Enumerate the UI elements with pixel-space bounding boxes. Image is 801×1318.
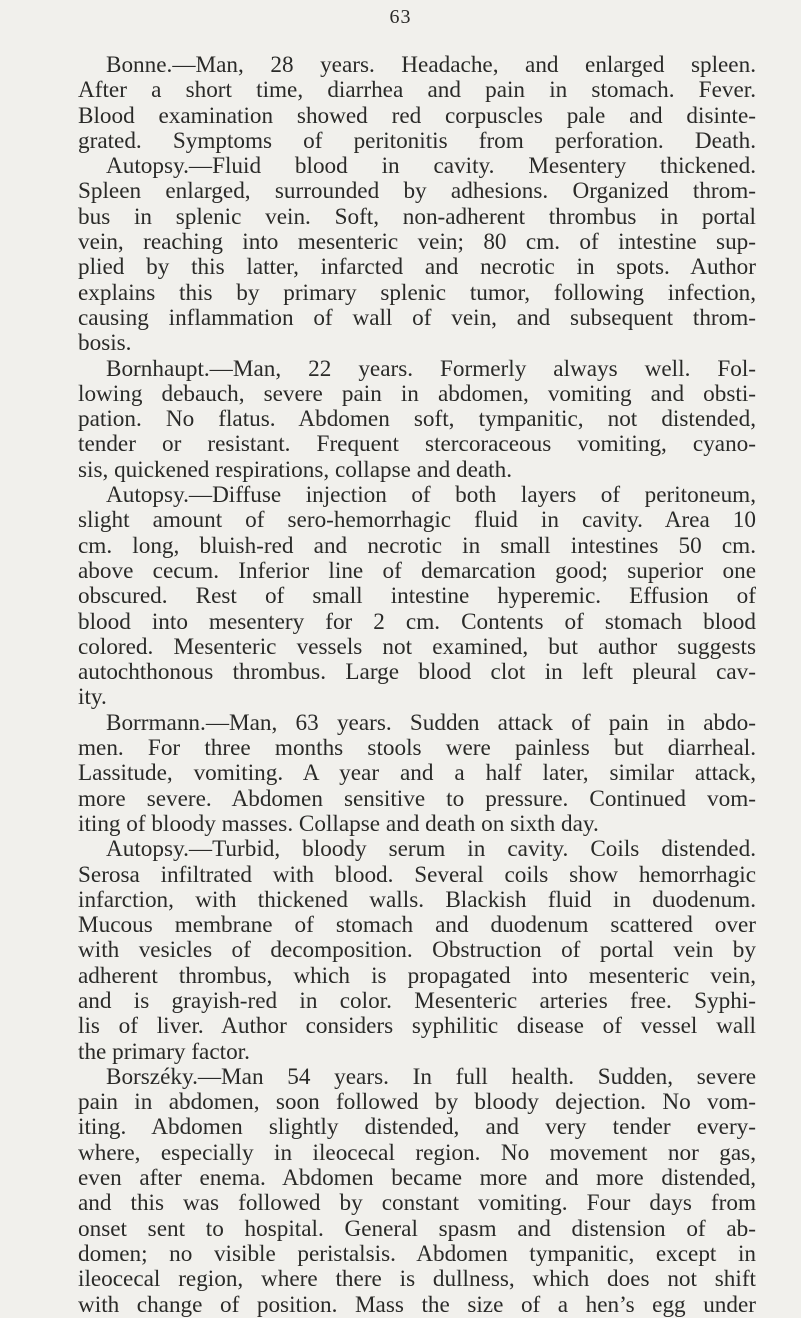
page-number: 63 [389, 6, 412, 28]
text-line: plied by this latter, infarcted and necrotic in spots. Author [78, 254, 756, 281]
text-line: vein, reaching into mesenteric vein; 80 cm. of intestine sup- [78, 229, 756, 256]
text-line: men. For three months stools were painless but diarrheal. [78, 735, 756, 762]
text-line: Autopsy.—Fluid blood in cavity. Mesentery thickened. [106, 153, 756, 180]
text-line: even after enema. Abdomen became more and more distended, [78, 1165, 756, 1192]
text-line: Autopsy.—Turbid, bloody serum in cavity. Coils distended. [106, 836, 756, 863]
text-line: with vesicles of decomposition. Obstruction of portal vein by [78, 937, 756, 964]
text-line: more severe. Abdomen sensitive to pressure. Continued vom- [78, 785, 756, 812]
text-line: colored. Mesenteric vessels not examined, but author suggests [78, 633, 756, 660]
text-line: Lassitude, vomiting. A year and a half later, similar attack, [78, 760, 756, 787]
text-line: infarction, with thickened walls. Blackish fluid in duodenum. [78, 886, 756, 913]
text-line: Blood examination showed red corpuscles pale and disinte- [78, 102, 756, 129]
text-line: iting. Abdomen slightly distended, and very tender every- [78, 1114, 756, 1141]
text-line: and this was followed by constant vomiting. Four days from [78, 1190, 756, 1217]
text-line: lis of liver. Author considers syphilitic disease of vessel wall [78, 1013, 756, 1040]
text-line: with change of position. Mass the size of a hen’s egg under [78, 1291, 756, 1318]
text-line: onset sent to hospital. General spasm and distension of ab- [78, 1215, 756, 1242]
text-line: iting of bloody masses. Collapse and death on sixth day. [78, 810, 599, 837]
text-line: where, especially in ileocecal region. No movement nor gas, [78, 1139, 756, 1166]
text-line: obscured. Rest of small intestine hyperemic. Effusion of [78, 583, 756, 610]
text-line: above cecum. Inferior line of demarcation good; superior one [78, 557, 756, 584]
text-line: autochthonous thrombus. Large blood clot in left pleural cav- [78, 659, 756, 686]
text-line: Spleen enlarged, surrounded by adhesions. Organized throm- [78, 178, 756, 205]
text-line: Borszéky.—Man 54 years. In full health. Sudden, severe [106, 1063, 756, 1090]
text-line: explains this by primary splenic tumor, following infection, [78, 279, 756, 306]
text-line: pain in abdomen, soon followed by bloody dejection. No vom- [78, 1089, 756, 1116]
text-line: Borrmann.—Man, 63 years. Sudden attack of pain in abdo- [106, 709, 756, 736]
text-line: slight amount of sero-hemorrhagic fluid in cavity. Area 10 [78, 507, 756, 534]
text-line: Autopsy.—Diffuse injection of both layers of peritoneum, [106, 482, 756, 509]
text-line: cm. long, bluish-red and necrotic in small intestines 50 cm. [78, 532, 756, 559]
text-line: ileocecal region, where there is dullness, which does not shift [78, 1266, 756, 1293]
text-line: Serosa infiltrated with blood. Several coils show hemorrhagic [78, 861, 756, 888]
text-line: causing inflammation of wall of vein, and subsequent throm- [78, 304, 756, 331]
text-line: bosis. [78, 330, 132, 357]
text-line: sis, quickened respirations, collapse and death. [78, 456, 512, 483]
text-line: bus in splenic vein. Soft, non-adherent thrombus in portal [78, 203, 756, 230]
text-line: Bornhaupt.—Man, 22 years. Formerly always well. Fol- [106, 355, 756, 382]
text-line: the primary factor. [78, 1038, 250, 1065]
text-line: After a short time, diarrhea and pain in stomach. Fever. [78, 77, 756, 104]
text-line: lowing debauch, severe pain in abdomen, vomiting and obsti- [78, 380, 756, 407]
text-line: Bonne.—Man, 28 years. Headache, and enlarged spleen. [106, 52, 756, 78]
text-line: pation. No flatus. Abdomen soft, tympanitic, not distended, [78, 406, 756, 433]
text-line: Mucous membrane of stomach and duodenum scattered over [78, 912, 756, 939]
text-line: adherent thrombus, which is propagated into mesenteric vein, [78, 962, 756, 989]
text-line: grated. Symptoms of peritonitis from perforation. Death. [78, 127, 756, 154]
text-line: domen; no visible peristalsis. Abdomen tympanitic, except in [78, 1240, 756, 1267]
text-line: ity. [78, 684, 107, 711]
text-line: tender or resistant. Frequent stercoraceous vomiting, cyano- [78, 431, 756, 458]
text-line: and is grayish-red in color. Mesenteric arteries free. Syphi- [78, 987, 756, 1014]
text-line: blood into mesentery for 2 cm. Contents of stomach blood [78, 608, 756, 635]
body-text [78, 53, 756, 1318]
